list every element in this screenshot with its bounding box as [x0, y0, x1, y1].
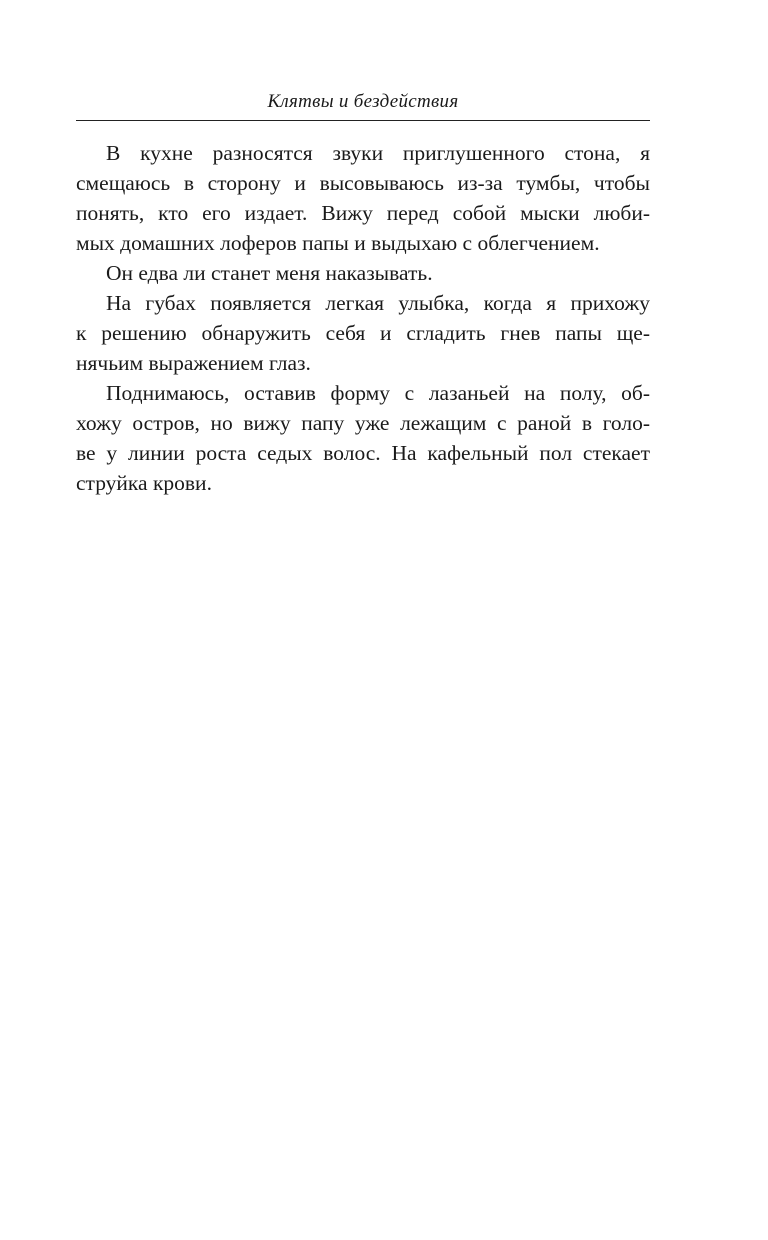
text-line: нячьим выражением глаз. — [76, 351, 311, 375]
text-line: мых домашних лоферов папы и выдыхаю с облегчением. — [76, 231, 600, 255]
text-line: На губах появляется легкая улыбка, когда я прихожу — [106, 291, 650, 315]
text-line: В кухне разносятся звуки приглушенного стона, я — [106, 141, 650, 165]
running-head: Клятвы и бездействия — [267, 91, 459, 112]
text-line: ве у линии роста седых волос. На кафельный пол стекает — [76, 441, 650, 465]
text-line: Он едва ли станет меня наказывать. — [106, 261, 433, 285]
text-line: понять, кто его издает. Вижу перед собой мыски люби- — [76, 201, 650, 225]
text-line: хожу остров, но вижу папу уже лежащим с раной в голо- — [76, 411, 650, 435]
text-line: струйка крови. — [76, 471, 212, 495]
body-text — [76, 138, 650, 498]
header-rule — [76, 120, 650, 121]
paragraph-3 — [76, 288, 650, 378]
text-line: смещаюсь в сторону и высовываюсь из-за тумбы, чтобы — [76, 171, 650, 195]
paragraph-2 — [76, 258, 650, 288]
text-line: Поднимаюсь, оставив форму с лазаньей на полу, об- — [106, 381, 650, 405]
paragraph-4 — [76, 378, 650, 498]
paragraph-1 — [76, 138, 650, 258]
text-line: к решению обнаружить себя и сгладить гнев папы ще- — [76, 321, 650, 345]
